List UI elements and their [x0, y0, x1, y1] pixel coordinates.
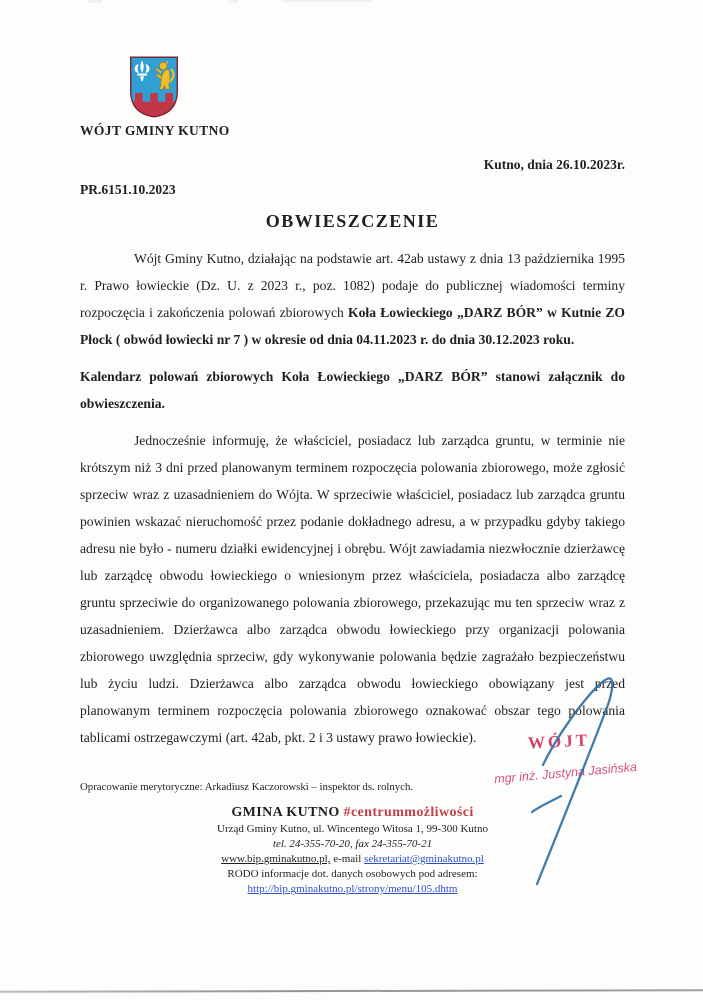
reference-number: PR.6151.10.2023 — [80, 182, 176, 197]
paragraph: Wójt Gminy Kutno, działając na podstawie art. 42ab ustawy z dnia 13 października 1995 r. Prawo łowieckie (Dz. U. z 2023 r., poz. 1082) podaje do publicznej wiadomości terminy rozpoczęcia i zakończenia polowań zbiorowych Koła Łowieckiego „DARZ BÓR” w Kutnie ZO Płock ( obwód łowiecki nr 7 ) w okresie od dnia 04.11.2023 r. do dnia 30.12.2023 roku. — [80, 251, 625, 347]
paragraph: Jednocześnie informuję, że właściciel, posiadacz lub zarządca gruntu, w terminie nie krótszym niż 3 dni przed planowanym terminem rozpoczęcia polowania zbiorowego, może zgłosić sprzeciw wraz z uzasadnieniem do Wójta. W sprzeciwie właściciel, posiadacz lub zarządca gruntu powinien wskazać nieruchomość przez podanie dokładnego adresu, a w przypadku gdyby takiego adresu nie było - numeru działki ewidencyjnej i obrębu. Wójt zawiadamia niezwłocznie dzierżawcę lub zarządcę obwodu łowieckiego o wniesionym przez właściciela, posiadacza albo zarządcę gruntu sprzeciwie do organizowanego polowania zbiorowego, przekazując mu ten sprzeciw wraz z uzasadnieniem. Dzierżawca albo zarządca obwodu łowieckiego przy organizacji polowania zbiorowego uwzględnia sprzeciw, gdy wykonywanie polowania będzie zagrażało bezpieczeństwu lub życiu ludzi. Dzierżawca albo zarządca obwodu łowieckiego obowiązany jest przed planowanym terminem rozpoczęcia polowania zbiorowego oznakować obszar tego polowania tablicami ostrzegawczymi (art. 42ab, pkt. 2 i 3 ustawy prawo łowieckie). — [80, 433, 625, 745]
mayor-stamp-name: mgr inż. Justyna Jasińska — [493, 759, 638, 787]
prepared-by-note: Opracowanie merytoryczne: Arkadiusz Kaczorowski – inspektor ds. rolnych. — [80, 781, 414, 793]
footer-address: Urząd Gminy Kutno, ul. Wincentego Witosa 1, 99-300 Kutno — [217, 823, 488, 835]
footer-email-link[interactable]: sekretariat@gminakutno.pl — [364, 853, 484, 865]
scan-smudge — [88, 0, 102, 3]
scan-smudge — [228, 0, 238, 3]
footer-website-link[interactable]: www.bip.gminakutno.pl, — [221, 853, 331, 865]
mayor-stamp-title: WÓJT — [527, 730, 591, 753]
signature-block — [468, 652, 683, 917]
footer-phone: tel. 24-355-70-20, fax 24-355-70-21 — [272, 838, 433, 850]
footer-rodo-link[interactable]: http://bip.gminakutno.pl/strony/menu/105.dhtm — [247, 883, 458, 895]
scan-edge-artifact — [0, 989, 703, 992]
issuing-office: WÓJT GMINY KUTNO — [80, 123, 230, 138]
paragraph: Kalendarz polowań zbiorowych Koła Łowieckiego „DARZ BÓR” stanowi załącznik do obwieszczenia. — [80, 369, 625, 411]
document-title: OBWIESZCZENIE — [265, 211, 440, 231]
footer-email-label: e-mail — [333, 853, 362, 865]
footer-hashtag: #centrummożliwości — [343, 805, 474, 820]
coat-of-arms — [126, 55, 182, 119]
scan-smudge — [282, 0, 372, 2]
footer-org-name: GMINA KUTNO — [231, 805, 340, 820]
pen-signature — [468, 652, 683, 917]
footer-rodo-note: RODO informacje dot. danych osobowych pod adresem: — [227, 868, 478, 880]
place-and-date: Kutno, dnia 26.10.2023r. — [483, 157, 625, 172]
coat-of-arms-graphic — [126, 55, 182, 119]
